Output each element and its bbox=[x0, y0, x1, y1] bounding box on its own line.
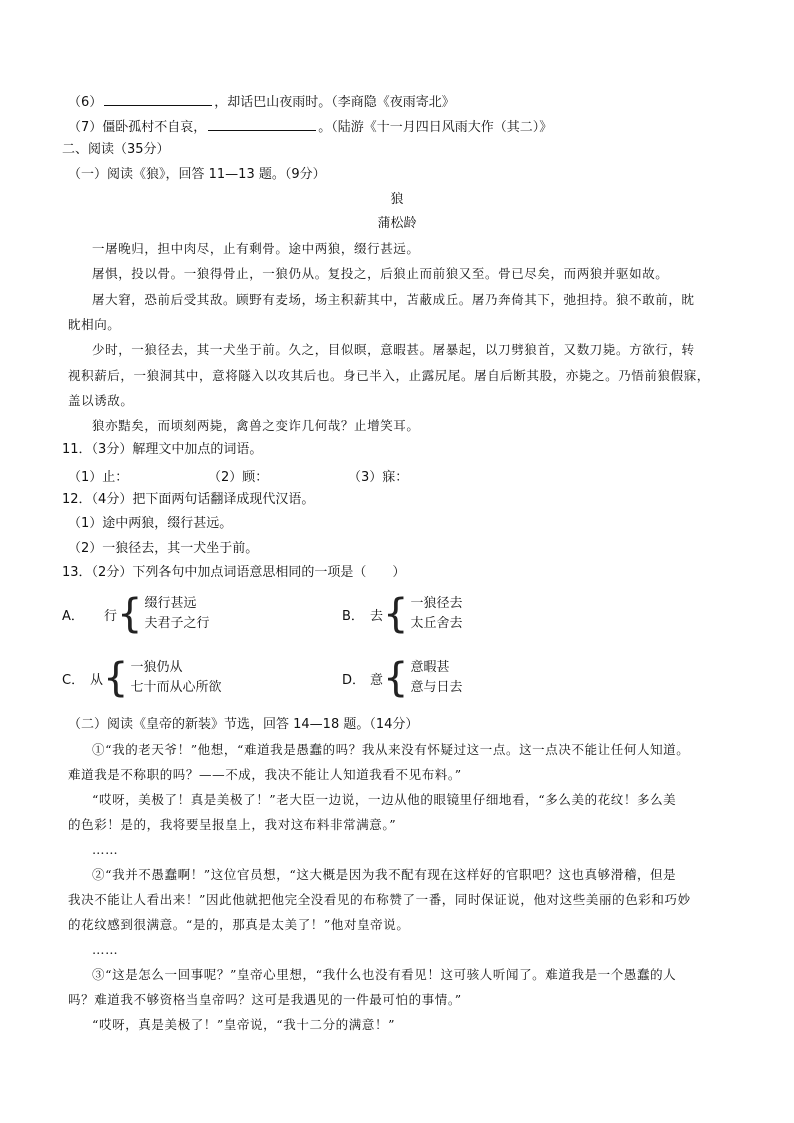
answer-blank-6[interactable] bbox=[104, 92, 212, 106]
option-letter: B． bbox=[342, 608, 364, 624]
option-word: 意 bbox=[370, 672, 384, 688]
option-line: 意暇甚 bbox=[410, 660, 450, 675]
passage-paragraph: ②“我并不愚蠢啊！”这位官员想，“这大概是因为我不配有现在这样好的官职吧？这也真够滑稽，但是 bbox=[92, 867, 677, 882]
brace-icon: { bbox=[117, 591, 143, 637]
passage-paragraph: 狼亦黠矣，而顷刻两毙，禽兽之变诈几何哉？止增笑耳。 bbox=[92, 418, 420, 433]
fill-item-7-suffix: 。（陆游《十一月四日风雨大作（其二）》 bbox=[318, 120, 553, 135]
option-c[interactable] bbox=[62, 655, 222, 701]
option-line: 夫君子之行 bbox=[144, 616, 210, 631]
section-heading-reading: 二、阅读（35分） bbox=[62, 142, 170, 157]
poem-author: 蒲松龄 bbox=[377, 216, 417, 231]
passage-paragraph-cont: 吗？难道我不够资格当皇帝吗？这可是我遇见的一件最可怕的事情。” bbox=[68, 992, 462, 1007]
passage-paragraph-cont: 的花纹感到很满意。“是的，那真是太美了！”他对皇帝说。 bbox=[68, 917, 410, 932]
passage-paragraph: ①“我的老天爷！”他想，“难道我是愚蠢的吗？我从来没有怀疑过这一点。这一点决不能让任何人知道。 bbox=[92, 742, 690, 757]
passage-paragraph-cont: 眈相向。 bbox=[68, 317, 121, 332]
brace-icon: { bbox=[383, 655, 409, 701]
option-letter: A． bbox=[62, 608, 84, 624]
brace-icon: { bbox=[383, 591, 409, 637]
fill-item-6 bbox=[68, 92, 726, 112]
question-11-item-2: （2）顾： bbox=[208, 470, 269, 485]
passage-paragraph-cont: 的色彩！是的，我将要呈报皇上，我对这布料非常满意。” bbox=[68, 817, 397, 832]
answer-blank-7[interactable] bbox=[208, 117, 316, 131]
ellipsis: …… bbox=[92, 842, 119, 857]
question-11-item-1: （1）止： bbox=[68, 470, 129, 485]
option-word: 去 bbox=[370, 608, 384, 624]
passage-paragraph-cont: 难道我是不称职的吗？——不成，我决不能让人知道我看不见布料。” bbox=[68, 767, 462, 782]
brace-icon: { bbox=[103, 655, 129, 701]
option-line: 一狼径去 bbox=[410, 596, 463, 611]
passage-paragraph: ③“这是怎么一回事呢？”皇帝心里想，“我什么也没有看见！这可骇人听闻了。难道我是一个愚蠢的人 bbox=[92, 967, 677, 982]
question-11-item-3: （3）寐： bbox=[348, 470, 409, 485]
question-12-item-1: （1）途中两狼，缀行甚远。 bbox=[68, 516, 233, 531]
passage-paragraph: “哎呀，真是美极了！”皇帝说，“我十二分的满意！” bbox=[92, 1017, 396, 1032]
option-letter: C． bbox=[62, 672, 85, 688]
part-one-heading: （一）阅读《狼》，回答 11—13 题。（9分） bbox=[68, 167, 326, 182]
passage-paragraph: 少时，一狼径去，其一犬坐于前。久之，目似暝，意暇甚。屠暴起，以刀劈狼首，又数刀毙。方欲行，转 bbox=[92, 342, 695, 357]
question-12-stem: 12．（4分）把下面两句话翻译成现代汉语。 bbox=[62, 492, 315, 507]
fill-item-7 bbox=[68, 117, 726, 137]
option-b[interactable] bbox=[342, 591, 463, 637]
passage-paragraph: 一屠晚归，担中肉尽，止有剩骨。途中两狼，缀行甚远。 bbox=[92, 241, 420, 256]
option-line: 一狼仍从 bbox=[130, 660, 183, 675]
fill-item-6-prefix: （6） bbox=[68, 95, 103, 110]
passage-paragraph-cont: 我决不能让人看出来！”因此他就把他完全没看见的布称赞了一番，同时保证说，他对这些美丽的色彩和巧妙 bbox=[68, 892, 691, 907]
option-line: 太丘舍去 bbox=[410, 616, 463, 631]
passage-paragraph: “哎呀，美极了！真是美极了！”老大臣一边说，一边从他的眼镜里仔细地看，“多么美的花纹！多么美 bbox=[92, 792, 677, 807]
passage-paragraph-cont: 视积薪后，一狼洞其中，意将隧入以攻其后也。身已半入，止露尻尾。屠自后断其股，亦毙之。乃悟前狼假寐， bbox=[68, 368, 710, 383]
question-12-item-2: （2）一狼径去，其一犬坐于前。 bbox=[68, 541, 259, 556]
part-two-heading: （二）阅读《皇帝的新装》节选，回答 14—18 题。（14分） bbox=[68, 717, 419, 732]
fill-item-7-prefix: （7）僵卧孤村不自哀， bbox=[68, 120, 207, 135]
option-d[interactable] bbox=[342, 655, 463, 701]
passage-paragraph: 屠大窘，恐前后受其敌。顾野有麦场，场主积薪其中，苫蔽成丘。屠乃奔倚其下，弛担持。狼不敢前，眈 bbox=[92, 292, 695, 307]
passage-paragraph-cont: 盖以诱敌。 bbox=[68, 393, 134, 408]
option-letter: D． bbox=[342, 672, 366, 688]
option-a[interactable] bbox=[62, 591, 210, 637]
fill-item-6-suffix: ，却话巴山夜雨时。（李商隐《夜雨寄北》 bbox=[214, 95, 455, 110]
question-11-stem: 11．（3分）解理文中加点的词语。 bbox=[62, 442, 263, 457]
option-line: 七十而从心所欲 bbox=[130, 680, 222, 695]
option-line: 缀行甚远 bbox=[144, 596, 197, 611]
question-13-stem: 13．（2分）下列各句中加点词语意思相同的一项是（ ） bbox=[62, 565, 406, 580]
ellipsis: …… bbox=[92, 942, 119, 957]
option-line: 意与日去 bbox=[410, 680, 463, 695]
poem-title: 狼 bbox=[390, 192, 404, 207]
option-word: 行 bbox=[104, 608, 118, 624]
passage-paragraph: 屠惧，投以骨。一狼得骨止，一狼仍从。复投之，后狼止而前狼又至。骨已尽矣，而两狼并驱如故。 bbox=[92, 266, 669, 281]
option-word: 从 bbox=[90, 672, 104, 688]
